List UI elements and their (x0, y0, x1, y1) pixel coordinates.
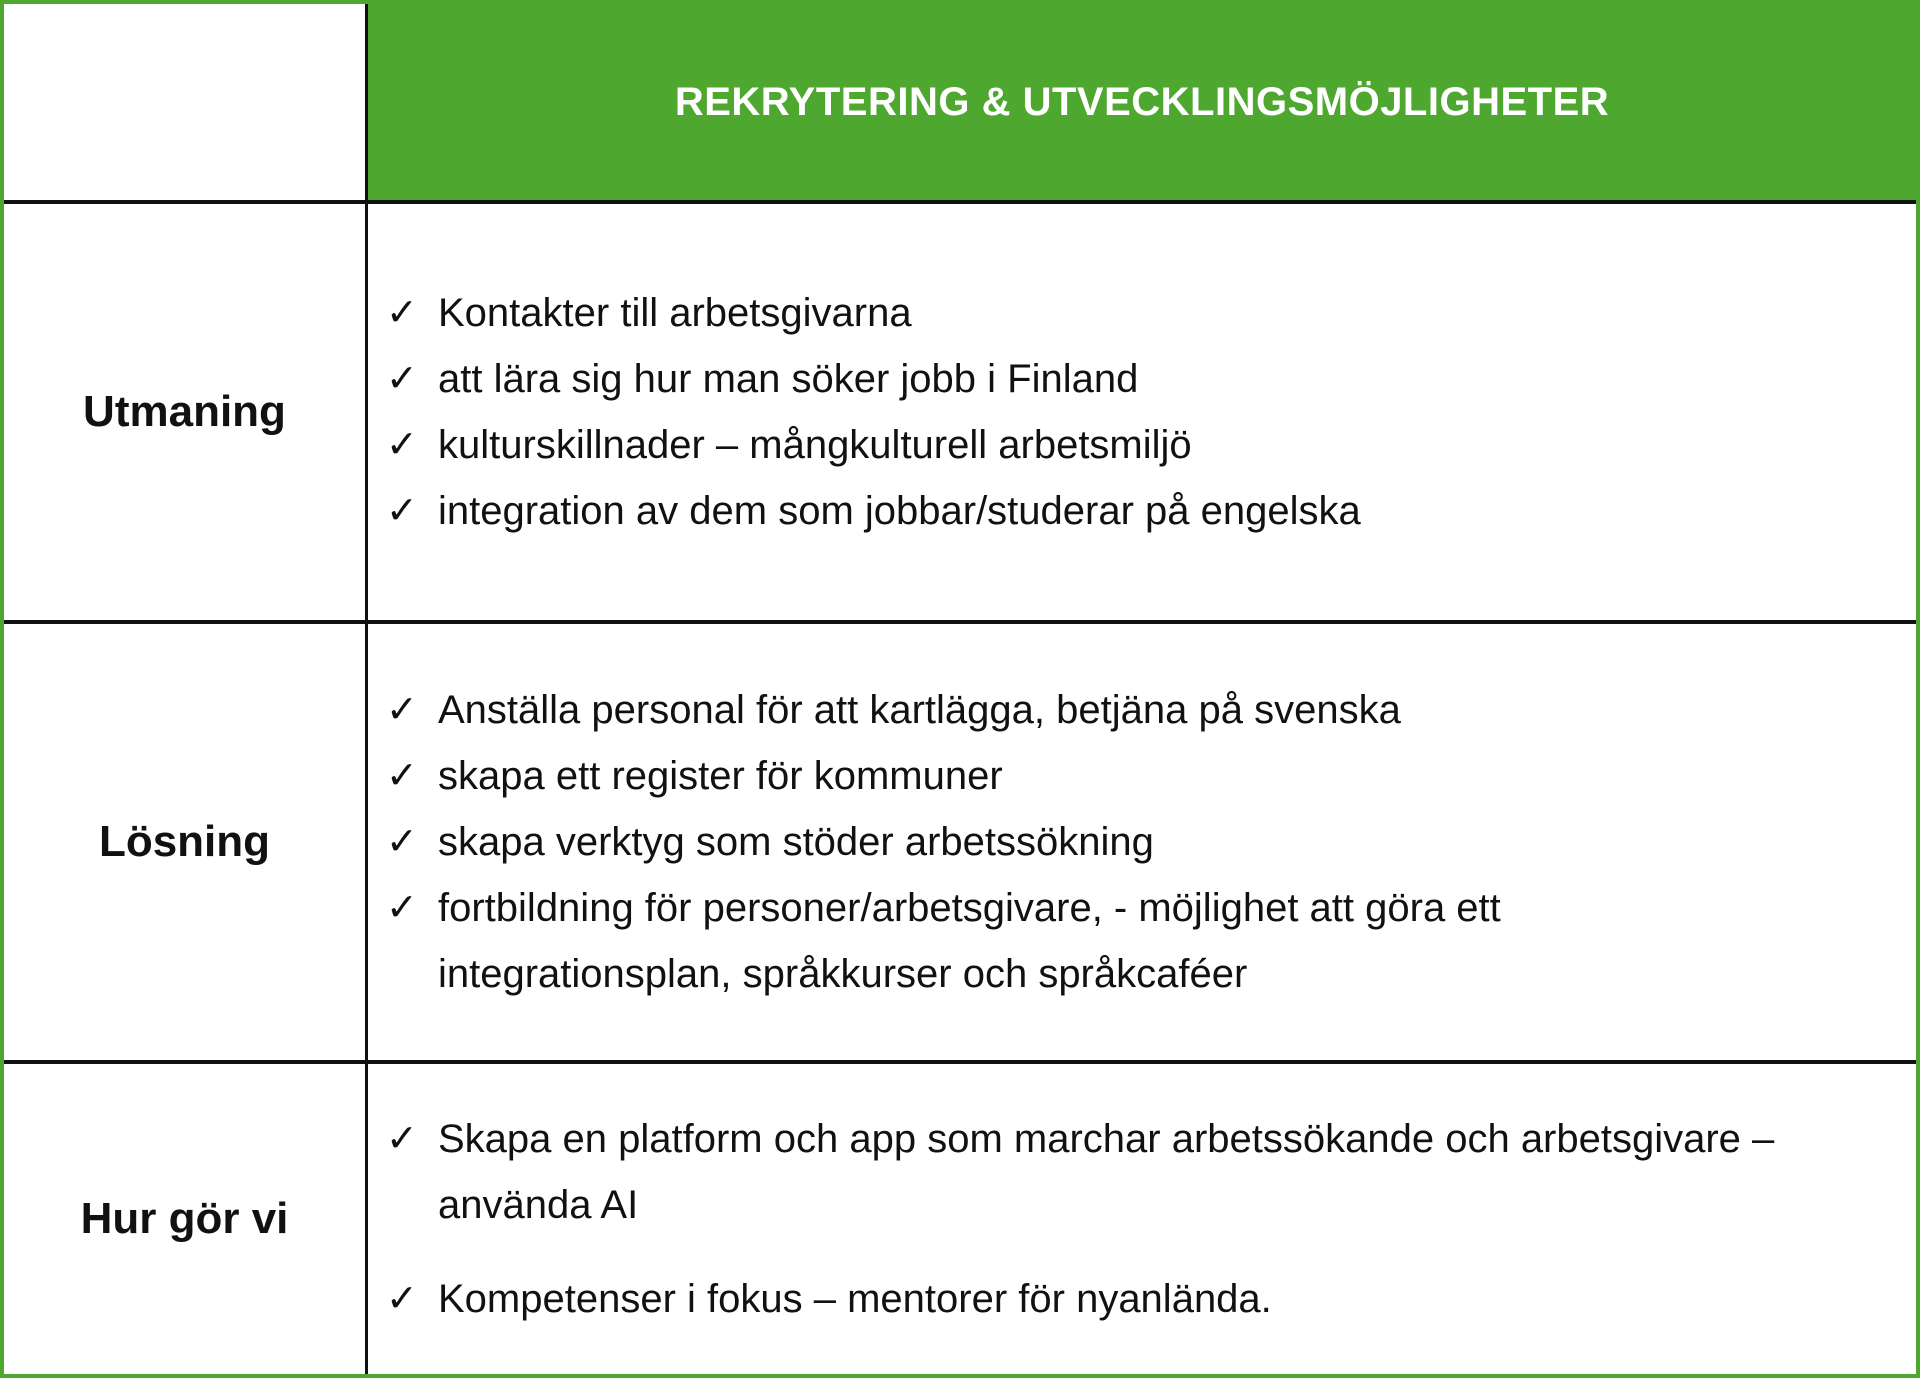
list-item (386, 809, 1796, 875)
list-item-text: Anställa personal för att kartlägga, betjäna på svenska (438, 687, 1401, 732)
row-label-utmaning: Utmaning (83, 387, 286, 436)
list-item-text: integration av dem som jobbar/studerar på engelska (438, 489, 1361, 534)
row-content-utmaning (368, 204, 1916, 624)
row-label-cell-utmaning (4, 204, 368, 624)
list-item-text: Kompetenser i fokus – mentorer för nyanlända. (438, 1276, 1272, 1321)
list-item (386, 412, 1796, 478)
list-item (386, 1266, 1796, 1332)
list-item-text: att lära sig hur man söker jobb i Finland (438, 356, 1139, 401)
list-item-text: Kontakter till arbetsgivarna (438, 290, 912, 335)
list-item (386, 875, 1796, 1007)
row-label-cell-losning (4, 624, 368, 1064)
list-item-text: skapa ett register för kommuner (438, 753, 1003, 798)
row-content-hur-gor-vi (368, 1064, 1916, 1374)
list-item (386, 346, 1796, 412)
header-cell (368, 4, 1916, 204)
list-item-text: kulturskillnader – mångkulturell arbetsmiljö (438, 423, 1192, 467)
checkmark-icon: ✓ (386, 291, 418, 334)
checkmark-icon: ✓ (386, 490, 418, 533)
checkmark-icon: ✓ (386, 424, 418, 466)
list-item (386, 1106, 1796, 1238)
list-item-text: skapa verktyg som stöder arbetssökning (438, 820, 1154, 865)
table-title: REKRYTERING & UTVECKLINGSMÖJLIGHETER (674, 79, 1610, 124)
header-empty-cell (4, 4, 368, 204)
list-item (386, 280, 1796, 346)
list-item-text: fortbildning för personer/arbetsgivare, - möjlighet att göra ett integrationsplan, språkkurser och språkcaféer (438, 886, 1501, 997)
checkmark-icon: ✓ (386, 357, 418, 400)
checkmark-icon: ✓ (386, 821, 418, 864)
list-item (386, 677, 1796, 743)
row-content-losning (368, 624, 1916, 1064)
checkmark-icon: ✓ (386, 688, 418, 731)
list-item (386, 478, 1796, 544)
row-label-losning: Lösning (98, 817, 271, 866)
row-label-hur-gor-vi: Hur gör vi (80, 1194, 289, 1243)
checkmark-icon: ✓ (386, 1277, 418, 1320)
list-item-text: Skapa en platform och app som marchar arbetssökande och arbetsgivare – använda AI (438, 1116, 1775, 1227)
checkmark-icon: ✓ (386, 754, 418, 797)
row-label-cell-hur-gor-vi (4, 1064, 368, 1374)
checkmark-icon: ✓ (386, 887, 418, 930)
list-item (386, 743, 1796, 809)
checkmark-icon: ✓ (386, 1117, 418, 1160)
